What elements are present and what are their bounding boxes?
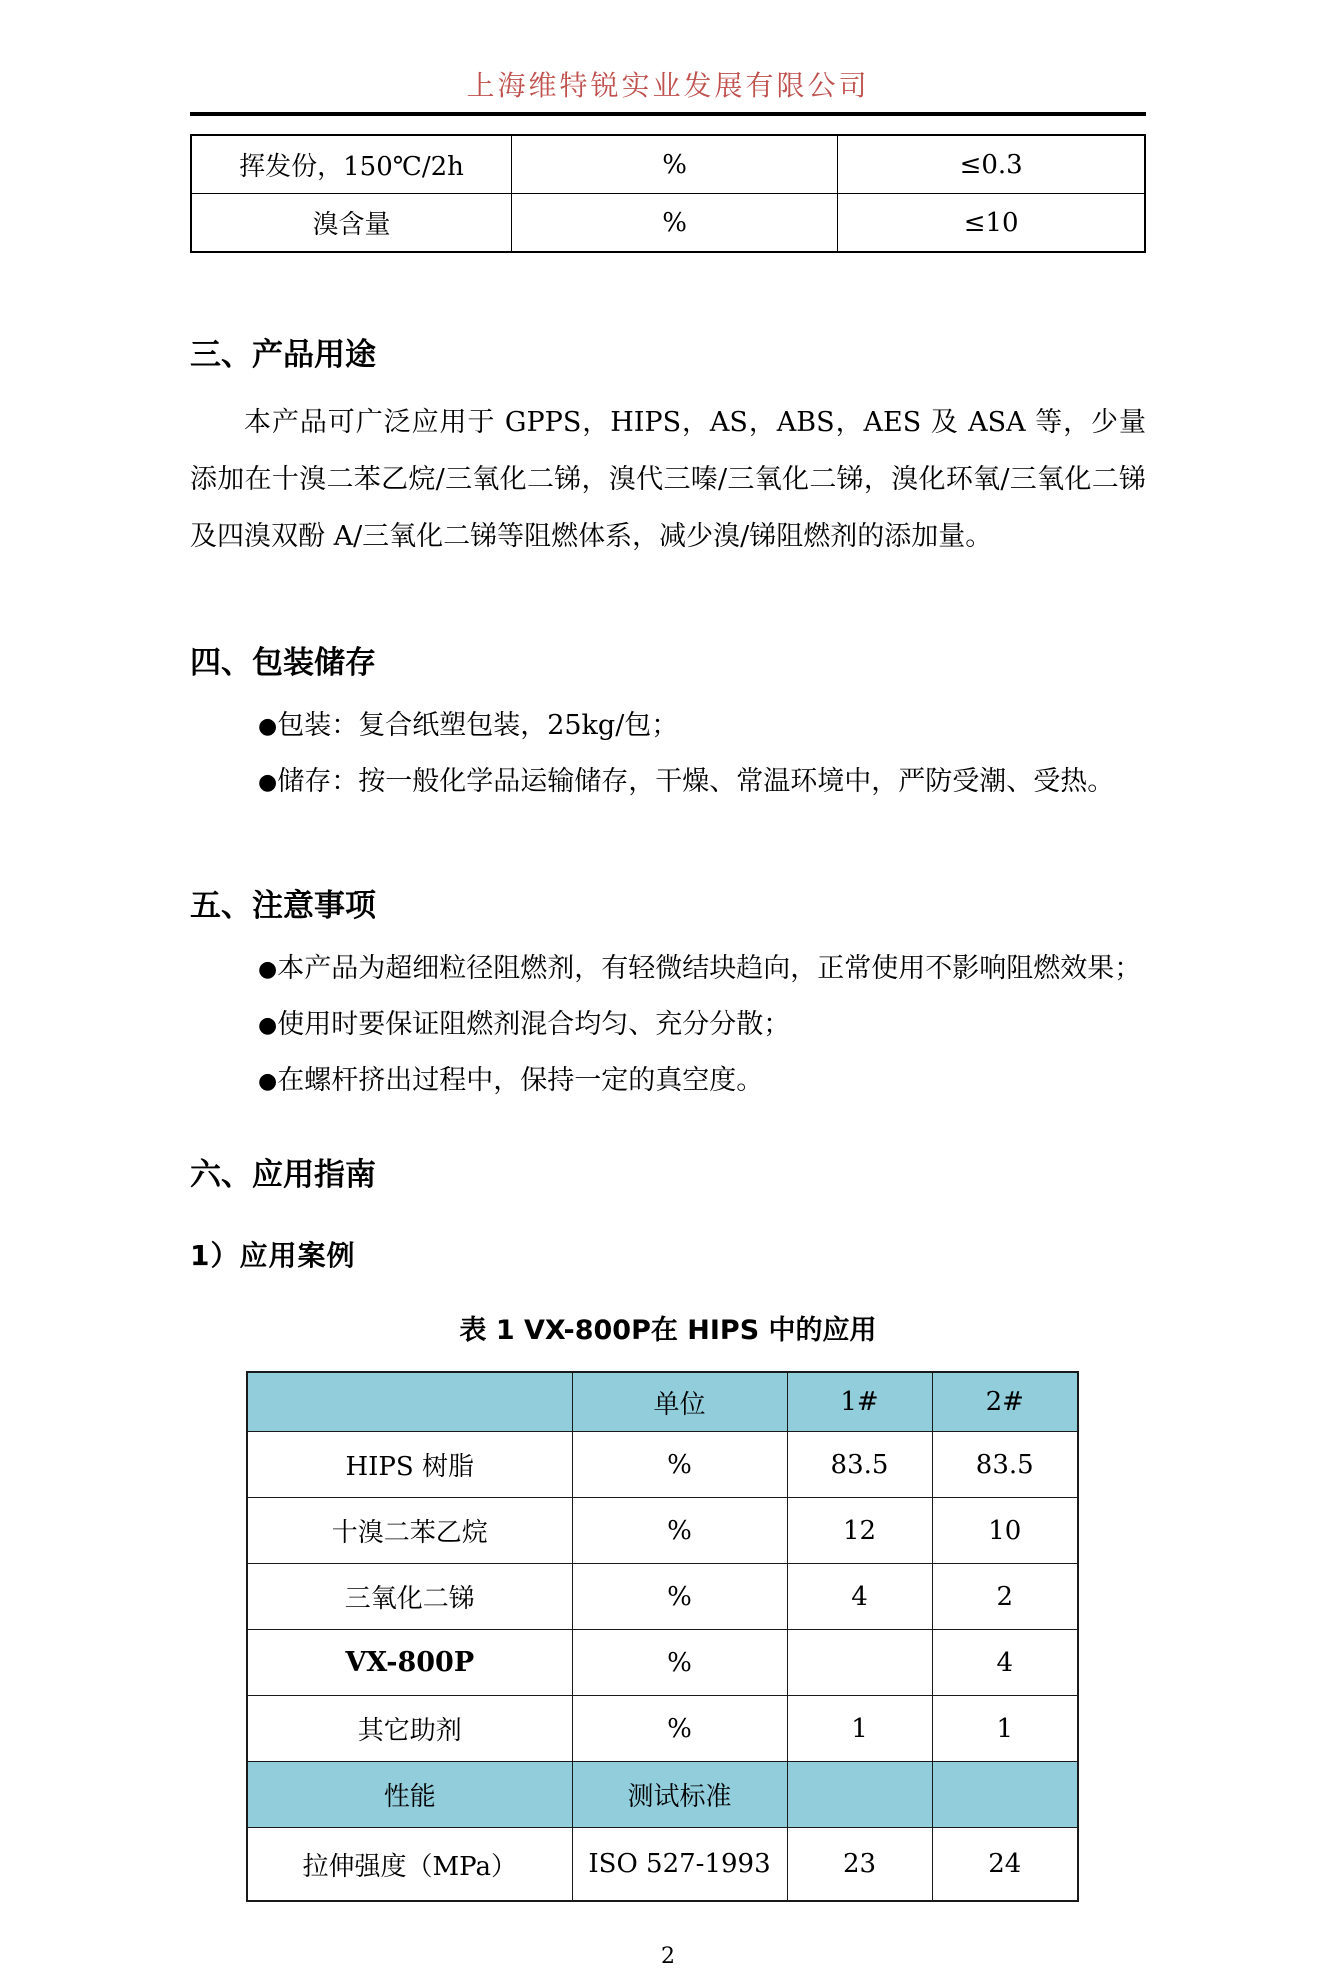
app-cell: %	[572, 1432, 787, 1498]
section-title-precautions: 五、注意事项	[190, 888, 376, 924]
app-cell: %	[572, 1498, 787, 1564]
application-table	[246, 1371, 1079, 1902]
app-cell: 1	[787, 1696, 932, 1762]
app-cell: 23	[787, 1828, 932, 1902]
app-cell: 83.5	[932, 1432, 1078, 1498]
app-cell	[787, 1630, 932, 1696]
app-perf-header-row	[247, 1762, 1078, 1828]
app-cell: ISO 527-1993	[572, 1828, 787, 1902]
spec-table	[190, 134, 1146, 253]
app-table-body	[247, 1372, 1078, 1901]
app-cell: VX-800P	[247, 1630, 572, 1696]
bullet-icon: ●	[258, 1069, 278, 1094]
bullet-icon: ●	[258, 1013, 278, 1038]
spec-cell: ≤10	[838, 194, 1145, 253]
app-header-cell: 2#	[932, 1372, 1078, 1432]
app-data-row	[247, 1696, 1078, 1762]
app-cell: 1	[932, 1696, 1078, 1762]
section-title-uses: 三、产品用途	[190, 337, 376, 373]
app-data-row	[247, 1564, 1078, 1630]
app-cell: 三氧化二锑	[247, 1564, 572, 1630]
app-header-cell	[247, 1372, 572, 1432]
document-header	[190, 64, 1146, 116]
app-cell: 4	[787, 1564, 932, 1630]
bullet-icon: ●	[258, 770, 278, 795]
bullet-text: 包装：复合纸塑包装，25kg/包；	[277, 710, 679, 741]
app-data-row	[247, 1498, 1078, 1564]
app-perf-header-cell: 测试标准	[572, 1762, 787, 1828]
company-name: 上海维特锐实业发展有限公司	[466, 69, 870, 102]
spec-cell: 溴含量	[191, 194, 512, 253]
app-cell: 十溴二苯乙烷	[247, 1498, 572, 1564]
spec-row	[191, 135, 1145, 194]
app-data-row	[247, 1630, 1078, 1696]
spec-cell: %	[512, 135, 838, 194]
app-cell: 12	[787, 1498, 932, 1564]
bullet-item	[190, 1053, 1146, 1109]
app-cell: 其它助剂	[247, 1696, 572, 1762]
spec-cell: ≤0.3	[838, 135, 1145, 194]
app-cell: 4	[932, 1630, 1078, 1696]
spec-cell: %	[512, 194, 838, 253]
app-cell: %	[572, 1630, 787, 1696]
app-header-row	[247, 1372, 1078, 1432]
bullet-text: 在螺杆挤出过程中，保持一定的真空度。	[277, 1065, 764, 1096]
spec-row	[191, 194, 1145, 253]
bullet-text: 储存：按一般化学品运输储存，干燥、常温环境中，严防受潮、受热。	[277, 766, 1115, 797]
spec-cell: 挥发份，150℃/2h	[191, 135, 512, 194]
app-table-caption: 表 1 VX-800P在 HIPS 中的应用	[459, 1315, 877, 1346]
app-cell: 83.5	[787, 1432, 932, 1498]
app-perf-header-cell: 性能	[247, 1762, 572, 1828]
app-perf-row	[247, 1828, 1078, 1902]
app-cell: 10	[932, 1498, 1078, 1564]
spec-table-body	[191, 135, 1145, 252]
precautions-bullets	[190, 941, 1146, 1109]
app-cell: HIPS 树脂	[247, 1432, 572, 1498]
bullet-item	[190, 754, 1146, 810]
page-number: 2	[661, 1944, 675, 1969]
section-title-guide: 六、应用指南	[190, 1157, 376, 1193]
app-header-cell: 1#	[787, 1372, 932, 1432]
bullet-text: 使用时要保证阻燃剂混合均匀、充分分散；	[277, 1009, 791, 1040]
packaging-bullets	[190, 698, 1146, 810]
uses-paragraph: 本产品可广泛应用于 GPPS，HIPS，AS，ABS，AES 及 ASA 等，少量添加在十溴二苯乙烷/三氧化二锑，溴代三嗪/三氧化二锑，溴化环氧/三氧化二锑及四溴双酚 A/三氧化二锑等阻燃体系，减少溴/锑阻燃剂的添加量。	[190, 407, 1146, 552]
bullet-item	[190, 941, 1146, 997]
app-cell: 24	[932, 1828, 1078, 1902]
app-header-cell: 单位	[572, 1372, 787, 1432]
app-data-row	[247, 1432, 1078, 1498]
bullet-text: 本产品为超细粒径阻燃剂，有轻微结块趋向，正常使用不影响阻燃效果；	[277, 953, 1142, 984]
app-cell: %	[572, 1564, 787, 1630]
app-perf-header-cell	[932, 1762, 1078, 1828]
section-title-packaging: 四、包装储存	[190, 645, 376, 681]
bullet-icon: ●	[258, 714, 278, 739]
app-cell: %	[572, 1696, 787, 1762]
app-cell: 拉伸强度（MPa）	[247, 1828, 572, 1902]
app-cell: 2	[932, 1564, 1078, 1630]
bullet-item	[190, 997, 1146, 1053]
bullet-item	[190, 698, 1146, 754]
app-perf-header-cell	[787, 1762, 932, 1828]
bullet-icon: ●	[258, 957, 278, 982]
subsection-cases: 1）应用案例	[190, 1239, 356, 1272]
